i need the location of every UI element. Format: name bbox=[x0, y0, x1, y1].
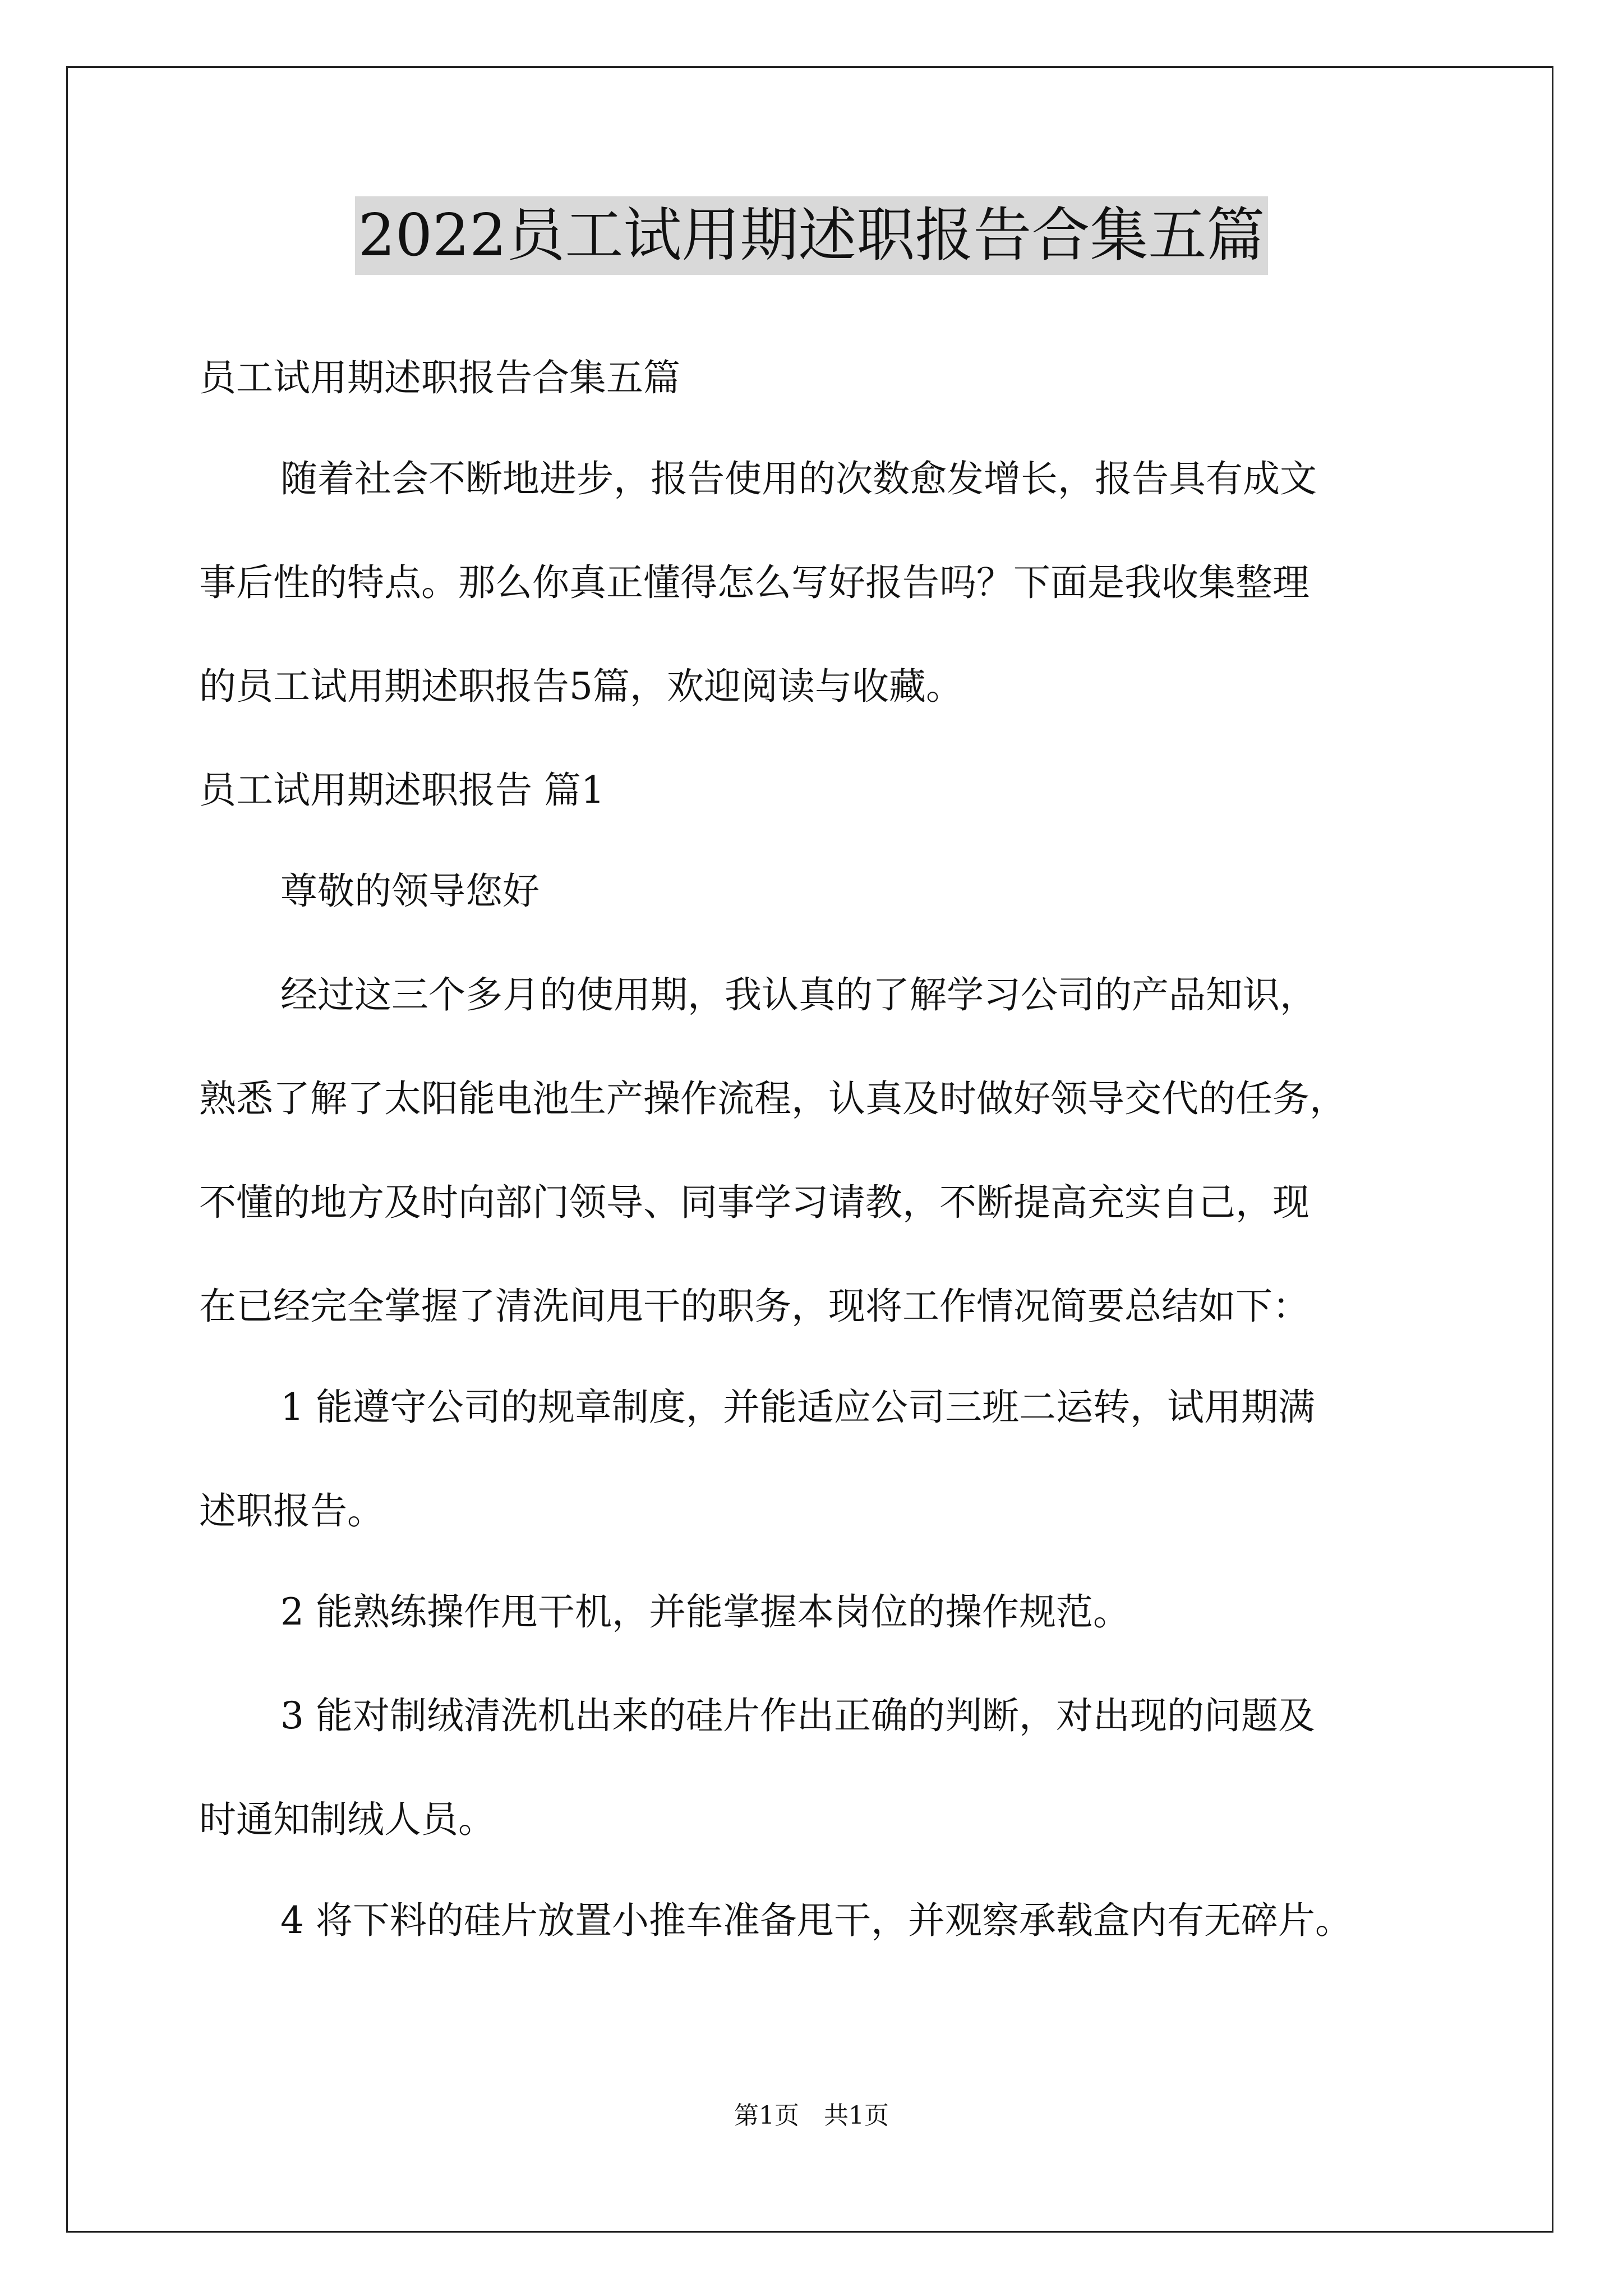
list-item-line: 述职报告。 bbox=[199, 1489, 384, 1533]
page-footer: 第1页 共1页 bbox=[734, 2101, 889, 2130]
list-item-line: 4 将下料的硅片放置小推车准备甩干，并观察承载盒内有无碎片。 bbox=[280, 1899, 1352, 1942]
list-item-line: 1 能遵守公司的规章制度，并能适应公司三班二运转，试用期满 bbox=[280, 1386, 1315, 1429]
list-item-line: 时通知制绒人员。 bbox=[199, 1798, 495, 1841]
list-item-line: 3 能对制绒清洗机出来的硅片作出正确的判断，对出现的问题及 bbox=[280, 1694, 1315, 1737]
paragraph-line: 经过这三个多月的使用期，我认真的了解学习公司的产品知识， bbox=[280, 973, 1317, 1016]
paragraph-line: 不懂的地方及时向部门领导、同事学习请教，不断提高充实自己，现 bbox=[199, 1181, 1310, 1224]
document-title: 2022员工试用期述职报告合集五篇 bbox=[355, 196, 1269, 275]
paragraph-line: 在已经完全掌握了清洗间甩干的职务，现将工作情况简要总结如下： bbox=[199, 1285, 1310, 1328]
paragraph-line: 熟悉了解了太阳能电池生产操作流程，认真及时做好领导交代的任务， bbox=[199, 1077, 1347, 1120]
salutation-line: 尊敬的领导您好 bbox=[280, 869, 540, 913]
subtitle-line: 员工试用期述职报告合集五篇 bbox=[199, 356, 680, 399]
title-container bbox=[0, 196, 1623, 275]
paragraph-line: 随着社会不断地进步，报告使用的次数愈发增长，报告具有成文 bbox=[280, 457, 1317, 500]
list-item-line: 2 能熟练操作甩干机，并能掌握本岗位的操作规范。 bbox=[280, 1590, 1130, 1634]
paragraph-line: 的员工试用期述职报告5篇，欢迎阅读与收藏。 bbox=[199, 665, 963, 708]
section-heading: 员工试用期述职报告 篇1 bbox=[199, 769, 605, 812]
paragraph-line: 事后性的特点。那么你真正懂得怎么写好报告吗？下面是我收集整理 bbox=[199, 561, 1310, 604]
